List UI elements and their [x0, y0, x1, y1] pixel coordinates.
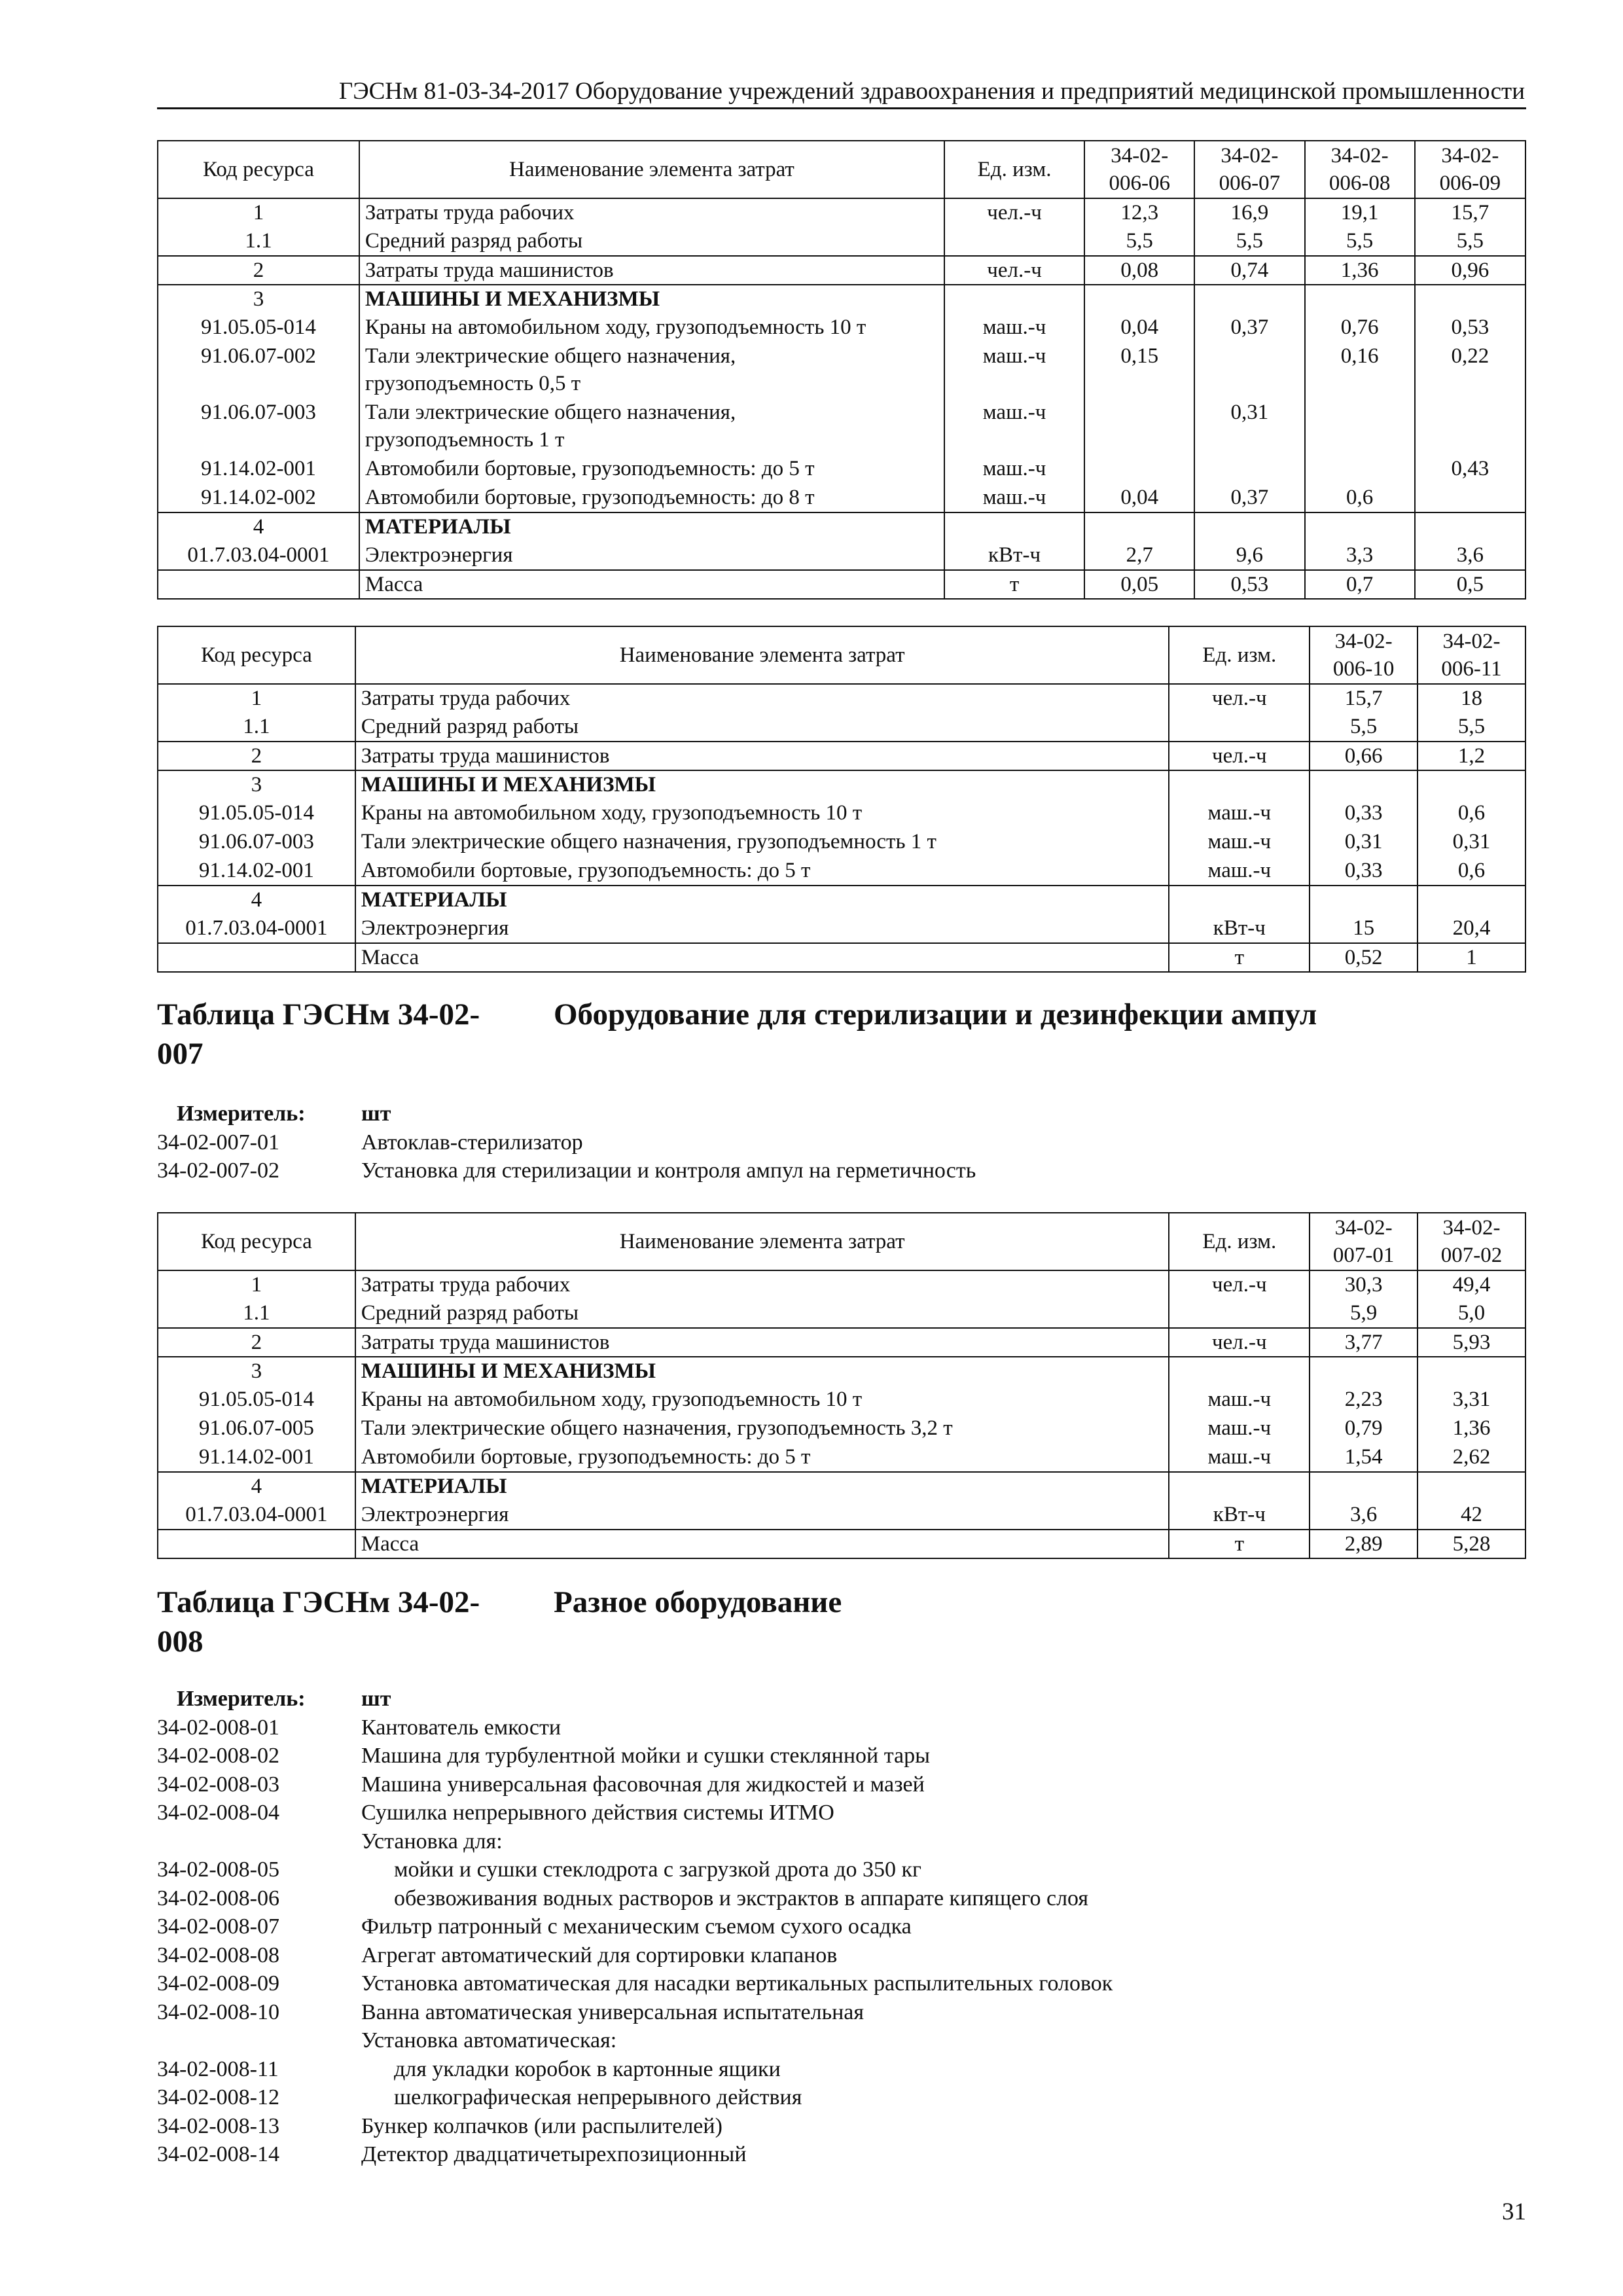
- table-row: [158, 713, 1525, 742]
- table-row: [158, 1299, 1525, 1328]
- col-header-name: Наименование элемента затрат: [355, 626, 1169, 684]
- resource-code: 4: [158, 886, 355, 914]
- table-row: [158, 914, 1525, 943]
- table-name: Разное оборудование: [554, 1585, 842, 1619]
- item-code: 34-02-007-02: [157, 1158, 279, 1183]
- norm-value: 1,36: [1418, 1414, 1525, 1443]
- col-header-code: Код ресурса: [158, 626, 355, 684]
- resource-code: 91.06.07-003: [158, 828, 355, 857]
- resource-name: МАТЕРИАЛЫ: [359, 512, 944, 541]
- table-row: [158, 770, 1525, 799]
- norm-value: 0,33: [1310, 799, 1418, 828]
- norm-value: 0,79: [1310, 1414, 1418, 1443]
- norm-value: [1310, 1357, 1418, 1386]
- table-row: [158, 742, 1525, 770]
- norm-value: 3,31: [1418, 1386, 1525, 1414]
- norm-value: 9,6: [1194, 541, 1304, 570]
- resource-unit: [1169, 1472, 1310, 1501]
- resource-unit: т: [1169, 943, 1310, 972]
- resource-name: МАТЕРИАЛЫ: [355, 1472, 1169, 1501]
- resource-name: Тали электрические общего назначения, грузоподъемность 3,2 т: [355, 1414, 1169, 1443]
- resource-name: Масса: [355, 943, 1169, 972]
- col-header-name: Наименование элемента затрат: [359, 141, 944, 198]
- resource-name: Автомобили бортовые, грузоподъемность: до 5 т: [355, 1443, 1169, 1472]
- resource-code: 2: [158, 256, 359, 285]
- table-row: [158, 570, 1525, 599]
- item-text: Установка для:: [361, 1829, 503, 1854]
- resource-name: Автомобили бортовые, грузоподъемность: до 8 т: [359, 484, 944, 512]
- col-header-norm: 34-02- 007-01: [1310, 1213, 1418, 1270]
- resource-name: Средний разряд работы: [359, 227, 944, 256]
- item-text: Бункер колпачков (или распылителей): [361, 2113, 722, 2138]
- norm-value: 5,5: [1415, 227, 1525, 256]
- item-code: 34-02-008-06: [157, 1886, 279, 1910]
- table-number: Таблица ГЭСНм 34-02-008: [157, 1585, 480, 1659]
- item-code: 34-02-008-11: [157, 2056, 279, 2081]
- norm-value: [1084, 512, 1194, 541]
- norm-value: 2,89: [1310, 1530, 1418, 1558]
- item-text: Машина универсальная фасовочная для жидкостей и мазей: [361, 1772, 925, 1797]
- resource-code: 01.7.03.04-0001: [158, 914, 355, 943]
- resource-code: 1: [158, 1270, 355, 1299]
- norm-value: 0,33: [1310, 857, 1418, 886]
- item-code: 34-02-008-08: [157, 1943, 279, 1967]
- norm-value: 0,66: [1310, 742, 1418, 770]
- norm-value: [1415, 285, 1525, 314]
- resource-unit: [944, 285, 1084, 314]
- norm-value: [1194, 342, 1304, 399]
- norm-value: 42: [1418, 1501, 1525, 1530]
- item-code: 34-02-008-13: [157, 2113, 279, 2138]
- table-row: [158, 399, 1525, 455]
- norm-value: 5,5: [1194, 227, 1304, 256]
- page-number: 31: [1502, 2198, 1526, 2225]
- norm-value: 49,4: [1418, 1270, 1525, 1299]
- resource-table-006-06-09: [157, 140, 1526, 600]
- norm-value: [1415, 484, 1525, 512]
- running-header: ГЭСНм 81-03-34-2017 Оборудование учреждений здравоохранения и предприятий медицинской промышленности: [338, 78, 1525, 105]
- table-row: [158, 684, 1525, 713]
- resource-name: Автомобили бортовые, грузоподъемность: до 5 т: [355, 857, 1169, 886]
- item-text: Агрегат автоматический для сортировки клапанов: [361, 1943, 838, 1967]
- resource-unit: чел.-ч: [1169, 742, 1310, 770]
- norm-value: 2,23: [1310, 1386, 1418, 1414]
- resource-name: Масса: [359, 570, 944, 599]
- col-header-norm: 34-02- 006-09: [1415, 141, 1525, 198]
- resource-name: Масса: [355, 1530, 1169, 1558]
- resource-name: Краны на автомобильном ходу, грузоподъемность 10 т: [355, 1386, 1169, 1414]
- resource-code: 1: [158, 198, 359, 227]
- table-row: [158, 1328, 1525, 1357]
- norm-value: 0,08: [1084, 256, 1194, 285]
- table-row: [158, 799, 1525, 828]
- table-row: [158, 541, 1525, 570]
- resource-code: 91.05.05-014: [158, 1386, 355, 1414]
- norm-value: 0,15: [1084, 342, 1194, 399]
- item-text: Автоклав-стерилизатор: [361, 1130, 583, 1155]
- norm-value: 5,9: [1310, 1299, 1418, 1328]
- resource-code: 4: [158, 512, 359, 541]
- table-row: [158, 1530, 1525, 1558]
- norm-value: 20,4: [1418, 914, 1525, 943]
- item-code: 34-02-008-02: [157, 1744, 279, 1768]
- norm-value: 0,76: [1305, 314, 1415, 342]
- norm-value: 5,5: [1418, 713, 1525, 742]
- resource-code: 1: [158, 684, 355, 713]
- resource-unit: кВт-ч: [1169, 1501, 1310, 1530]
- resource-name: Затраты труда машинистов: [355, 742, 1169, 770]
- resource-table-007: [157, 1212, 1526, 1559]
- resource-unit: [1169, 886, 1310, 914]
- resource-code: 91.05.05-014: [158, 314, 359, 342]
- resource-name: МАШИНЫ И МЕХАНИЗМЫ: [355, 1357, 1169, 1386]
- item-text: Детектор двадцатичетырехпозиционный: [361, 2142, 747, 2166]
- norm-value: [1310, 1472, 1418, 1501]
- norm-value: 5,5: [1310, 713, 1418, 742]
- norm-value: [1305, 285, 1415, 314]
- table-row: [158, 484, 1525, 512]
- norm-value: 5,93: [1418, 1328, 1525, 1357]
- resource-unit: [1169, 770, 1310, 799]
- table-row: [158, 285, 1525, 314]
- resource-name: МАШИНЫ И МЕХАНИЗМЫ: [355, 770, 1169, 799]
- resource-name: Тали электрические общего назначения, грузоподъемность 1 т: [359, 399, 944, 455]
- item-text: для укладки коробок в картонные ящики: [394, 2056, 781, 2081]
- resource-name: Средний разряд работы: [355, 713, 1169, 742]
- table-row: [158, 227, 1525, 256]
- resource-unit: чел.-ч: [1169, 1270, 1310, 1299]
- norm-value: 0,53: [1194, 570, 1304, 599]
- item-code: 34-02-008-05: [157, 1857, 279, 1882]
- table-row: [158, 1270, 1525, 1299]
- resource-unit: маш.-ч: [1169, 1414, 1310, 1443]
- item-code: 34-02-008-10: [157, 2000, 279, 2024]
- norm-value: 0,6: [1418, 857, 1525, 886]
- resource-unit: кВт-ч: [1169, 914, 1310, 943]
- resource-name: Затраты труда рабочих: [359, 198, 944, 227]
- resource-unit: [1169, 1357, 1310, 1386]
- norm-value: 0,16: [1305, 342, 1415, 399]
- table-row: [158, 828, 1525, 857]
- norm-value: 3,6: [1310, 1501, 1418, 1530]
- table-row: [158, 1501, 1525, 1530]
- resource-code: 91.06.07-005: [158, 1414, 355, 1443]
- norm-value: 2,7: [1084, 541, 1194, 570]
- table-name: Оборудование для стерилизации и дезинфекции ампул: [554, 997, 1317, 1031]
- item-code: 34-02-008-12: [157, 2085, 279, 2109]
- resource-unit: маш.-ч: [1169, 857, 1310, 886]
- item-text: Установка автоматическая:: [361, 2028, 617, 2053]
- resource-unit: чел.-ч: [944, 256, 1084, 285]
- table-row: [158, 314, 1525, 342]
- resource-unit: чел.-ч: [1169, 684, 1310, 713]
- norm-value: 15,7: [1310, 684, 1418, 713]
- resource-name: Электроэнергия: [355, 914, 1169, 943]
- item-code: 34-02-008-01: [157, 1715, 279, 1740]
- table-row: [158, 342, 1525, 399]
- resource-unit: [944, 227, 1084, 256]
- resource-unit: маш.-ч: [944, 399, 1084, 455]
- norm-value: 15,7: [1415, 198, 1525, 227]
- resource-code: 91.14.02-001: [158, 1443, 355, 1472]
- norm-value: 5,0: [1418, 1299, 1525, 1328]
- resource-unit: т: [944, 570, 1084, 599]
- norm-value: 0,31: [1310, 828, 1418, 857]
- item-text: Кантователь емкости: [361, 1715, 562, 1740]
- table-row: [158, 1386, 1525, 1414]
- item-text: Установка автоматическая для насадки вертикальных распылительных головок: [361, 1971, 1113, 1996]
- resource-unit: маш.-ч: [944, 484, 1084, 512]
- header-rule: [157, 107, 1526, 109]
- col-header-norm: 34-02- 006-11: [1418, 626, 1525, 684]
- norm-value: 0,43: [1415, 455, 1525, 484]
- resource-name: Краны на автомобильном ходу, грузоподъемность 10 т: [359, 314, 944, 342]
- resource-unit: маш.-ч: [1169, 799, 1310, 828]
- resource-unit: т: [1169, 1530, 1310, 1558]
- item-code: 34-02-008-07: [157, 1914, 279, 1939]
- resource-name: Средний разряд работы: [355, 1299, 1169, 1328]
- resource-code: 91.14.02-001: [158, 857, 355, 886]
- resource-name: Затраты труда рабочих: [355, 1270, 1169, 1299]
- norm-value: 0,04: [1084, 484, 1194, 512]
- resource-name: Автомобили бортовые, грузоподъемность: до 5 т: [359, 455, 944, 484]
- resource-unit: маш.-ч: [1169, 828, 1310, 857]
- col-header-norm: 34-02- 006-06: [1084, 141, 1194, 198]
- norm-value: 19,1: [1305, 198, 1415, 227]
- resource-code: 91.14.02-001: [158, 455, 359, 484]
- norm-value: 18: [1418, 684, 1525, 713]
- resource-name: Тали электрические общего назначения, грузоподъемность 1 т: [355, 828, 1169, 857]
- norm-value: [1418, 770, 1525, 799]
- resource-code: 4: [158, 1472, 355, 1501]
- norm-value: 0,22: [1415, 342, 1525, 399]
- resource-name: Тали электрические общего назначения, грузоподъемность 0,5 т: [359, 342, 944, 399]
- norm-value: 0,37: [1194, 484, 1304, 512]
- col-header-unit: Ед. изм.: [944, 141, 1084, 198]
- resource-name: Затраты труда машинистов: [355, 1328, 1169, 1357]
- col-header-norm: 34-02- 006-07: [1194, 141, 1304, 198]
- norm-value: 15: [1310, 914, 1418, 943]
- resource-name: Электроэнергия: [355, 1501, 1169, 1530]
- resource-unit: чел.-ч: [944, 198, 1084, 227]
- norm-value: 0,31: [1194, 399, 1304, 455]
- resource-code: 91.05.05-014: [158, 799, 355, 828]
- norm-value: 30,3: [1310, 1270, 1418, 1299]
- table-row: [158, 943, 1525, 972]
- meter-unit: шт: [361, 1687, 391, 1711]
- resource-unit: маш.-ч: [944, 342, 1084, 399]
- col-header-norm: 34-02- 006-08: [1305, 141, 1415, 198]
- norm-value: 0,53: [1415, 314, 1525, 342]
- item-code: 34-02-007-01: [157, 1130, 279, 1155]
- resource-unit: [1169, 713, 1310, 742]
- col-header-name: Наименование элемента затрат: [355, 1213, 1169, 1270]
- norm-value: 5,5: [1305, 227, 1415, 256]
- item-code: 34-02-008-14: [157, 2142, 279, 2166]
- table-number: Таблица ГЭСНм 34-02-007: [157, 997, 480, 1071]
- table-row: [158, 1443, 1525, 1472]
- item-code: 34-02-008-09: [157, 1971, 279, 1996]
- resource-table-006-10-11: [157, 626, 1526, 973]
- resource-name: Затраты труда рабочих: [355, 684, 1169, 713]
- resource-unit: маш.-ч: [1169, 1443, 1310, 1472]
- resource-unit: маш.-ч: [1169, 1386, 1310, 1414]
- item-text: Сушилка непрерывного действия системы ИТМО: [361, 1801, 834, 1825]
- item-text: обезвоживания водных растворов и экстрактов в аппарате кипящего слоя: [394, 1886, 1089, 1910]
- norm-value: 2,62: [1418, 1443, 1525, 1472]
- meter-unit: шт: [361, 1102, 391, 1126]
- table-row: [158, 1357, 1525, 1386]
- norm-value: [1194, 455, 1304, 484]
- resource-code: 1.1: [158, 713, 355, 742]
- norm-value: 1,2: [1418, 742, 1525, 770]
- item-code: 34-02-008-04: [157, 1801, 279, 1825]
- norm-value: 0,52: [1310, 943, 1418, 972]
- norm-value: [1418, 1472, 1525, 1501]
- norm-value: 3,3: [1305, 541, 1415, 570]
- norm-value: 0,04: [1084, 314, 1194, 342]
- norm-value: [1194, 285, 1304, 314]
- item-text: Ванна автоматическая универсальная испытательная: [361, 2000, 865, 2024]
- norm-value: 1: [1418, 943, 1525, 972]
- table-row: [158, 1414, 1525, 1443]
- resource-code: 2: [158, 742, 355, 770]
- resource-unit: [944, 512, 1084, 541]
- resource-unit: чел.-ч: [1169, 1328, 1310, 1357]
- item-code: 34-02-008-03: [157, 1772, 279, 1797]
- norm-value: [1418, 1357, 1525, 1386]
- norm-value: 0,37: [1194, 314, 1304, 342]
- norm-value: [1415, 399, 1525, 455]
- norm-value: [1305, 399, 1415, 455]
- col-header-norm: 34-02- 007-02: [1418, 1213, 1525, 1270]
- norm-value: [1084, 455, 1194, 484]
- item-text: Установка для стерилизации и контроля ампул на герметичность: [361, 1158, 976, 1183]
- item-text: мойки и сушки стеклодрота с загрузкой дрота до 350 кг: [394, 1857, 921, 1882]
- norm-value: [1084, 399, 1194, 455]
- norm-value: 16,9: [1194, 198, 1304, 227]
- resource-unit: маш.-ч: [944, 455, 1084, 484]
- table-row: [158, 256, 1525, 285]
- resource-code: 91.06.07-002: [158, 342, 359, 399]
- resource-name: МАТЕРИАЛЫ: [355, 886, 1169, 914]
- norm-value: 12,3: [1084, 198, 1194, 227]
- norm-value: 0,96: [1415, 256, 1525, 285]
- resource-unit: кВт-ч: [944, 541, 1084, 570]
- table-row: [158, 857, 1525, 886]
- item-text: Машина для турбулентной мойки и сушки стеклянной тары: [361, 1744, 930, 1768]
- col-header-code: Код ресурса: [158, 1213, 355, 1270]
- norm-value: 0,7: [1305, 570, 1415, 599]
- norm-value: 0,6: [1305, 484, 1415, 512]
- col-header-norm: 34-02- 006-10: [1310, 626, 1418, 684]
- col-header-unit: Ед. изм.: [1169, 626, 1310, 684]
- meter-label: Измеритель:: [177, 1102, 306, 1126]
- resource-code: 01.7.03.04-0001: [158, 1501, 355, 1530]
- resource-code: 3: [158, 1357, 355, 1386]
- norm-value: [1310, 886, 1418, 914]
- resource-name: Электроэнергия: [359, 541, 944, 570]
- resource-code: [158, 943, 355, 972]
- norm-value: [1084, 285, 1194, 314]
- norm-value: 5,28: [1418, 1530, 1525, 1558]
- resource-code: 1.1: [158, 1299, 355, 1328]
- norm-value: 1,36: [1305, 256, 1415, 285]
- resource-code: 2: [158, 1328, 355, 1357]
- item-text: Фильтр патронный с механическим съемом сухого осадка: [361, 1914, 912, 1939]
- resource-unit: маш.-ч: [944, 314, 1084, 342]
- resource-code: 91.06.07-003: [158, 399, 359, 455]
- norm-value: [1310, 770, 1418, 799]
- resource-unit: [1169, 1299, 1310, 1328]
- table-row: [158, 455, 1525, 484]
- table-row: [158, 886, 1525, 914]
- table-row: [158, 1472, 1525, 1501]
- norm-value: 5,5: [1084, 227, 1194, 256]
- resource-code: 3: [158, 770, 355, 799]
- norm-value: [1415, 512, 1525, 541]
- table-row: [158, 198, 1525, 227]
- resource-name: МАШИНЫ И МЕХАНИЗМЫ: [359, 285, 944, 314]
- norm-value: 0,5: [1415, 570, 1525, 599]
- norm-value: 0,05: [1084, 570, 1194, 599]
- norm-value: [1418, 886, 1525, 914]
- resource-code: [158, 1530, 355, 1558]
- resource-code: 3: [158, 285, 359, 314]
- resource-name: Краны на автомобильном ходу, грузоподъемность 10 т: [355, 799, 1169, 828]
- resource-code: 91.14.02-002: [158, 484, 359, 512]
- norm-value: 0,31: [1418, 828, 1525, 857]
- norm-value: 3,77: [1310, 1328, 1418, 1357]
- resource-name: Затраты труда машинистов: [359, 256, 944, 285]
- table-row: [158, 512, 1525, 541]
- norm-value: 3,6: [1415, 541, 1525, 570]
- norm-value: 0,74: [1194, 256, 1304, 285]
- norm-value: [1194, 512, 1304, 541]
- norm-value: 0,6: [1418, 799, 1525, 828]
- col-header-code: Код ресурса: [158, 141, 359, 198]
- item-text: шелкографическая непрерывного действия: [394, 2085, 802, 2109]
- resource-code: 1.1: [158, 227, 359, 256]
- col-header-unit: Ед. изм.: [1169, 1213, 1310, 1270]
- resource-code: [158, 570, 359, 599]
- norm-value: [1305, 512, 1415, 541]
- meter-label: Измеритель:: [177, 1687, 306, 1711]
- resource-code: 01.7.03.04-0001: [158, 541, 359, 570]
- norm-value: [1305, 455, 1415, 484]
- norm-value: 1,54: [1310, 1443, 1418, 1472]
